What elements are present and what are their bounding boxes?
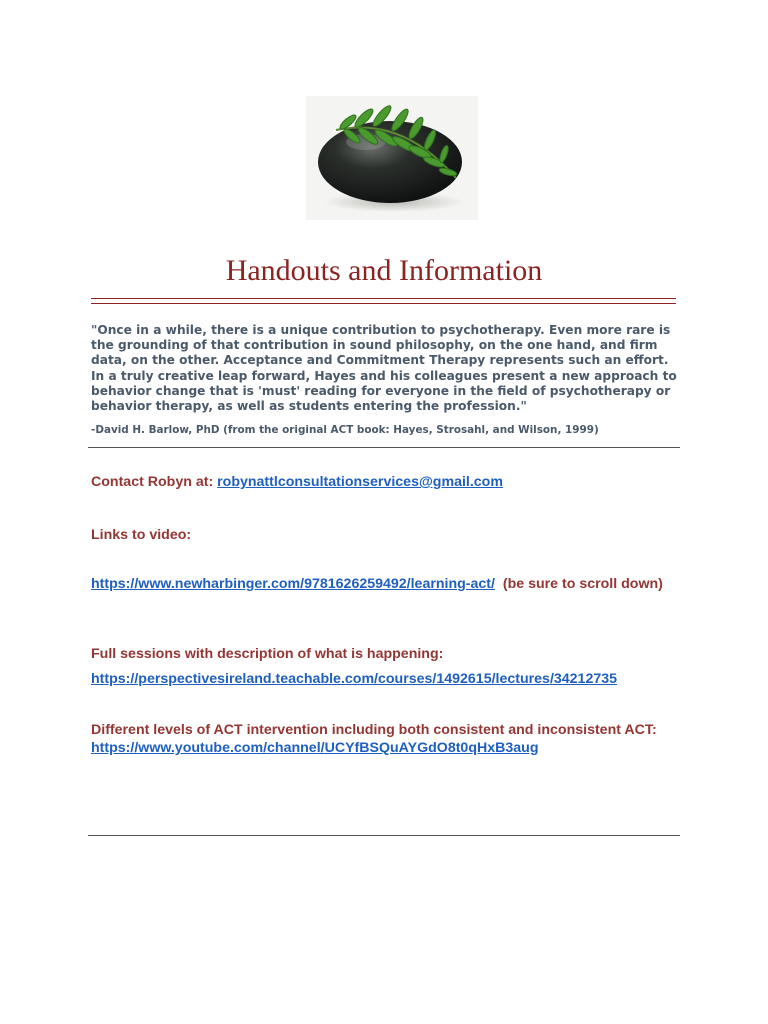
contact-line bbox=[91, 473, 681, 491]
sessions-link[interactable]: https://perspectivesireland.teachable.com/courses/1492615/lectures/34212735 bbox=[91, 671, 618, 687]
levels-link[interactable]: https://www.youtube.com/channel/UCYfBSQuAYGdO8t0qHxB3aug bbox=[91, 740, 539, 756]
quote-text: "Once in a while, there is a unique contribution to psychotherapy. Even more rare is the grounding of that contribution in sound philosophy, on the one hand, and firm data, on the other. Acceptance and Commitment Therapy represents such an effort. In a truly creative leap forward, Hayes and his colleagues present a new approach to behavior change that is 'must' reading for everyone in the field of psychotherapy or behavior therapy, as well as students entering the profession." bbox=[91, 323, 677, 414]
section-divider-top bbox=[88, 447, 680, 448]
fern-on-stone-icon bbox=[306, 96, 478, 220]
levels-line bbox=[91, 721, 681, 757]
contact-email-link[interactable]: robynattlconsultationservices@gmail.com bbox=[217, 474, 503, 490]
hero-image bbox=[306, 96, 478, 220]
sessions-heading: Full sessions with description of what is happening: bbox=[91, 646, 444, 662]
links-heading: Links to video: bbox=[91, 527, 192, 543]
levels-text: Different levels of ACT intervention including both consistent and inconsistent ACT: bbox=[91, 722, 657, 738]
video-link-line bbox=[91, 575, 681, 593]
section-divider-bottom bbox=[88, 835, 680, 836]
video-note: (be sure to scroll down) bbox=[502, 576, 663, 592]
sessions-link-line bbox=[91, 670, 681, 688]
video-link[interactable]: https://www.newharbinger.com/9781626259492/learning-act/ bbox=[91, 576, 495, 592]
quote-attribution: -David H. Barlow, PhD (from the original ACT book: Hayes, Strosahl, and Wilson, 1999) bbox=[91, 424, 599, 436]
contact-label: Contact Robyn at: bbox=[91, 474, 214, 490]
title-divider bbox=[91, 298, 676, 304]
page-title: Handouts and Information bbox=[225, 254, 543, 287]
